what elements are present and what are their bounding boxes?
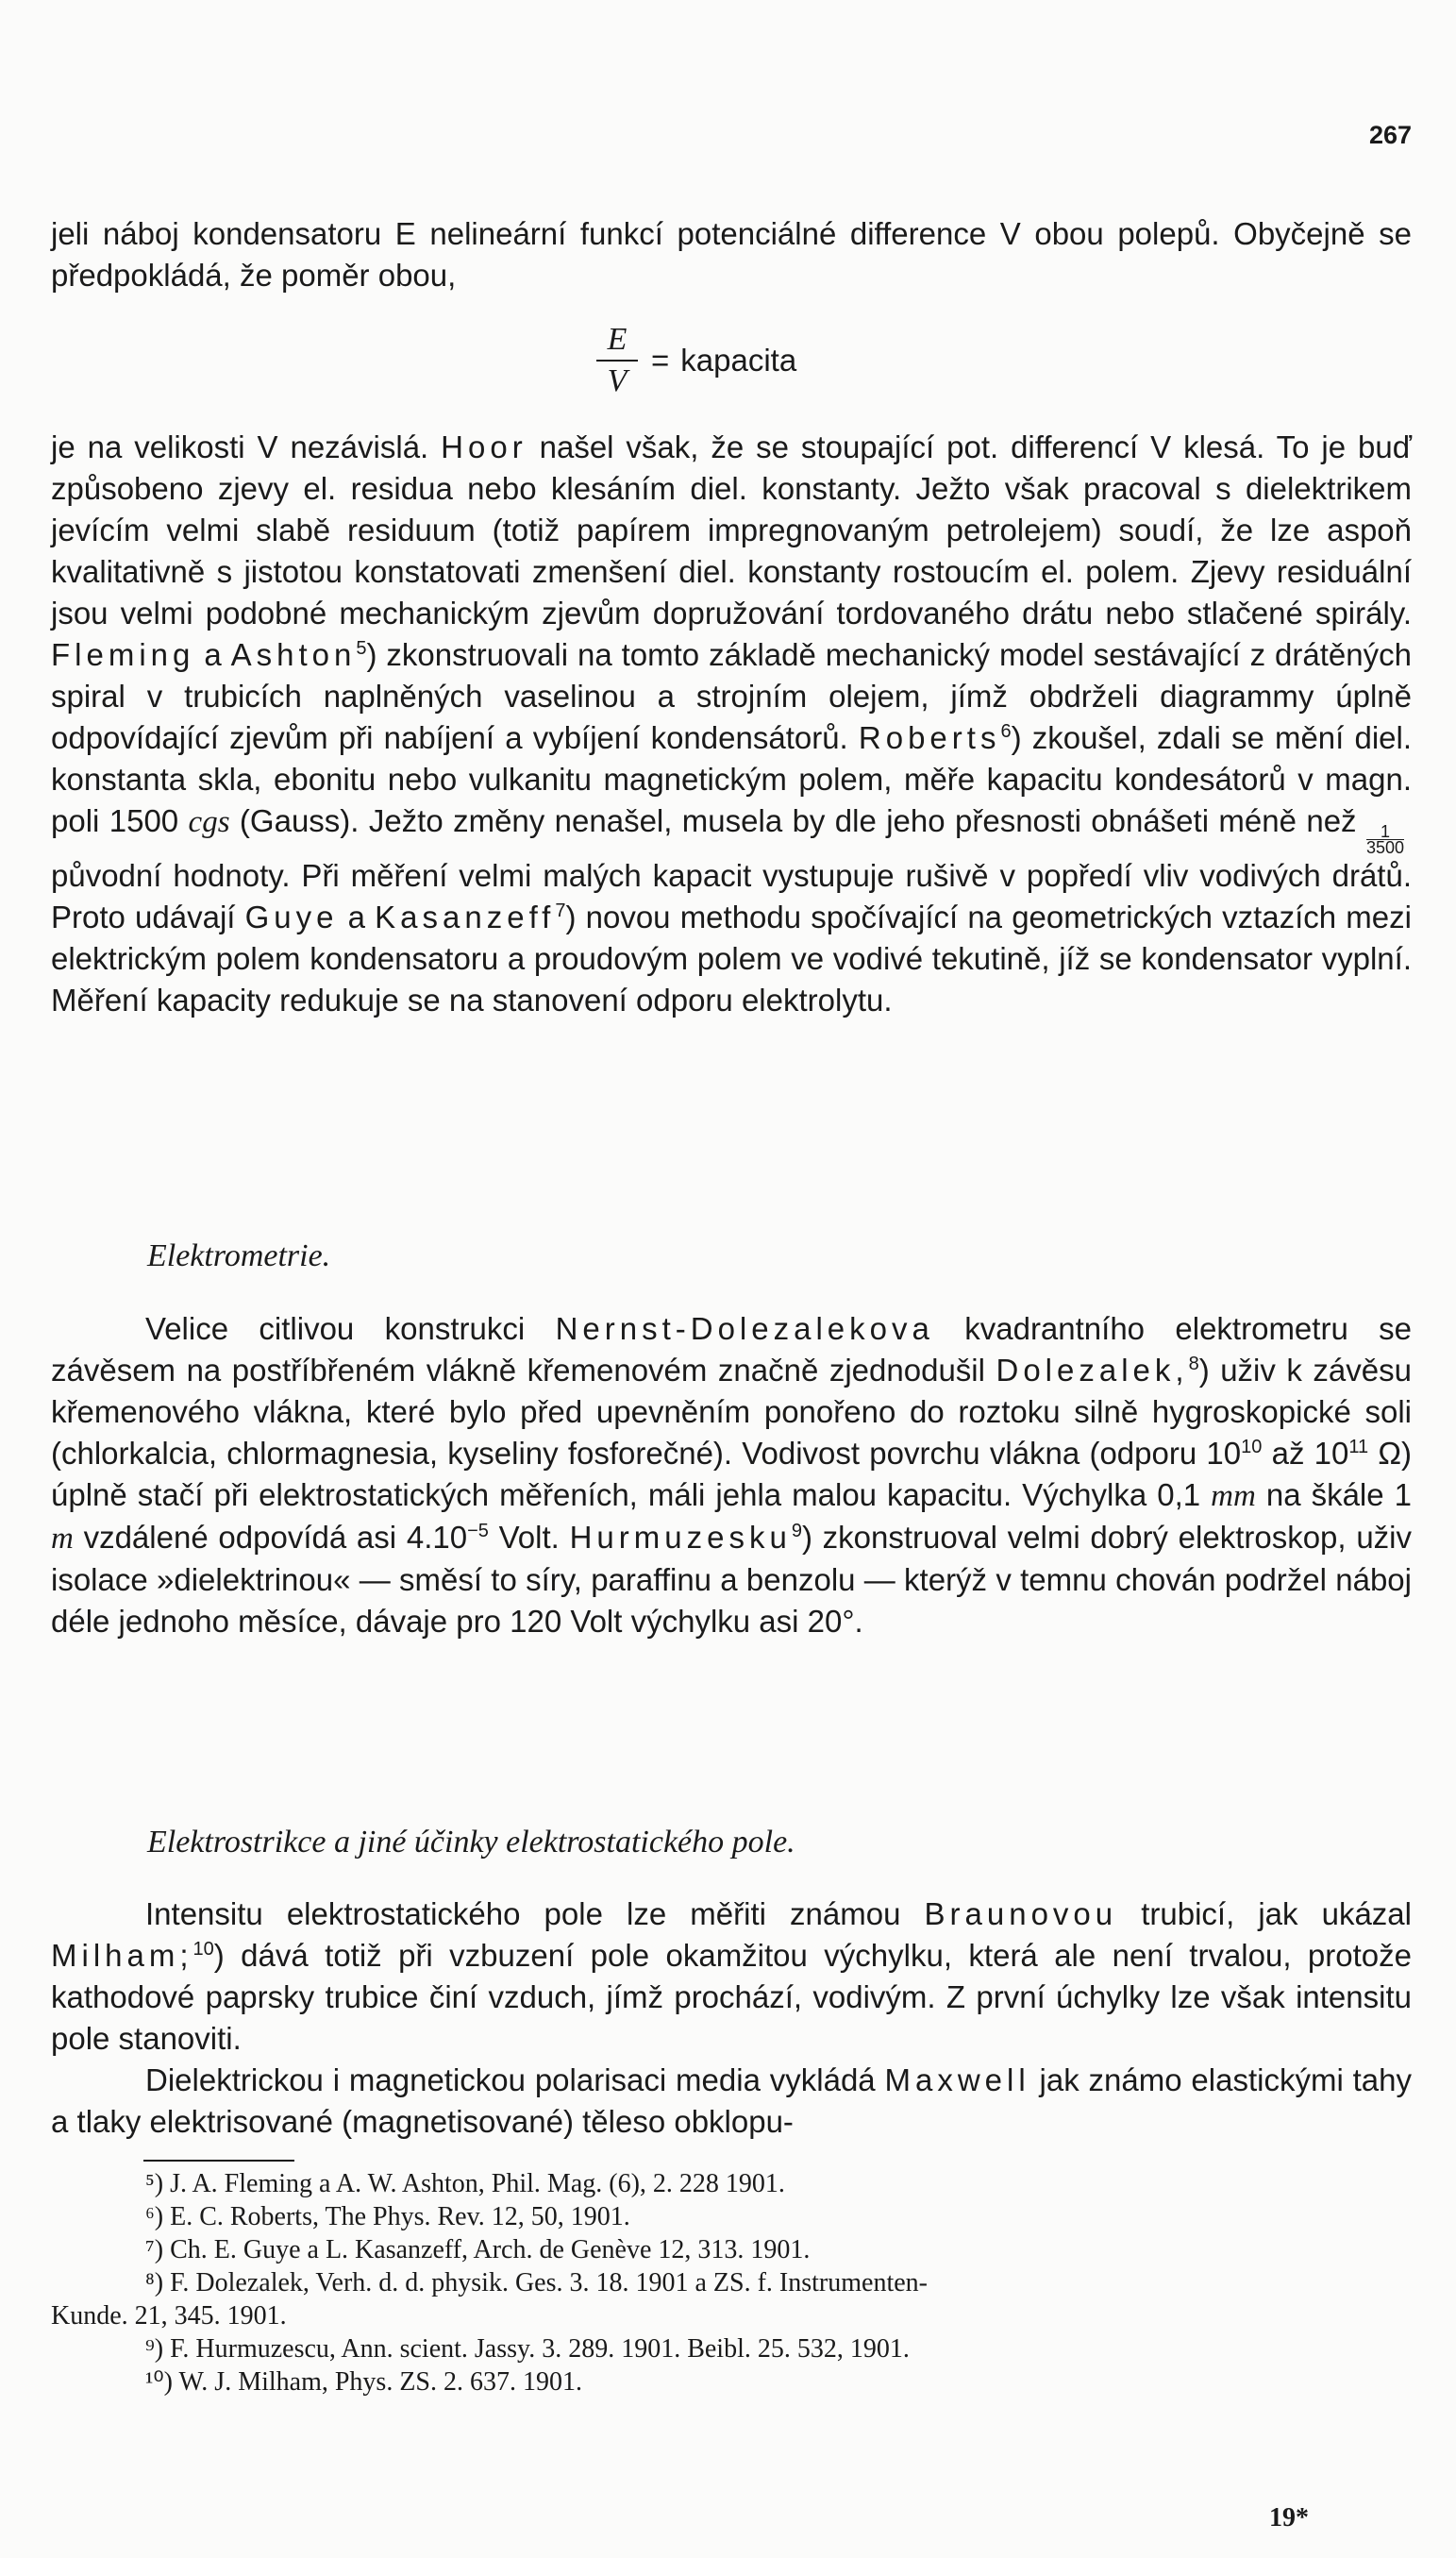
text-run: Ω) úplně stačí při elektrostatických měřeních, máli jehla malou kapacitu. Výchylka 0,1 (51, 1436, 1412, 1512)
section-heading-elektrometrie: Elektrometrie. (147, 1238, 331, 1273)
text-run: ) zkonstruovali na tomto základě mechanický model sestávající z drátěných spiral v trubicích naplněných vaselinou a strojním olejem, jímž obdrželi diagrammy úplně odpovídající zjevům při nabíjení a vybíjení kondensátorů. (51, 637, 1412, 755)
footnote-ref: 10 (192, 1939, 214, 1960)
main-paragraph (51, 427, 1412, 1021)
fraction-e-over-v (596, 324, 638, 397)
author-name: Maxwell (884, 2062, 1030, 2097)
text-run: Volt. (488, 1520, 570, 1555)
text-run: kvadrantního elektrometru se závěsem na postříbřeném vlákně křemenovém značně zjednodušil (51, 1311, 1413, 1388)
footnote-separator (143, 2160, 294, 2162)
text-run: a (338, 900, 376, 934)
text-run: původní hodnoty. Při měření velmi malých kapacit vystupuje rušivě v popředí vliv vodivých drátů. Proto udávají (51, 858, 1412, 934)
footnote: ⁵) J. A. Fleming a A. W. Ashton, Phil. Mag. (6), 2. 228 1901. (145, 2169, 785, 2198)
exponent: 10 (1241, 1437, 1263, 1457)
footnote-ref: 7 (555, 900, 566, 921)
author-name: Ashton (230, 637, 357, 672)
small-fraction (1366, 824, 1404, 855)
footnotes (51, 2167, 1412, 2398)
author-name: Nernst-Dolezalekova (555, 1311, 934, 1346)
text-run: ) uživ k závěsu křemenového vlákna, které bylo před upevněním ponořeno do roztoku silně hygroskopické soli (chlorkalcia, chlormagnesia, kyseliny fosforečné). Vodivost povrchu vlákna (odporu 10 (51, 1353, 1412, 1471)
text-run: Intensitu elektrostatického pole lze měřiti známou (145, 1896, 925, 1931)
equals-sign: = (651, 343, 670, 378)
elektrometrie-paragraph (51, 1308, 1412, 1642)
text-run: (Gauss). Ježto změny nenašel, musela by dle jeho přesnosti obnášeti méně než (229, 803, 1366, 838)
text-run: ) dává totiž při vzbuzení pole okamžitou výchylku, která ale není trvalou, protože kathodové paprsky trubice činí vzduch, jímž prochází, vodivým. Z první úchylky lze však intensitu pole stanoviti. (51, 1938, 1412, 2056)
paragraph-text: jeli náboj kondensatoru E nelineární funkcí potenciálné difference V obou polepů. Obyčejně se předpokládá, že poměr obou, (51, 216, 1412, 293)
footnote: ⁸) F. Dolezalek, Verh. d. d. physik. Ges. 3. 18. 1901 a ZS. f. Instrumenten- (145, 2268, 928, 2297)
footnote-continuation: Kunde. 21, 345. 1901. (51, 2301, 287, 2331)
text-run: je na velikosti V nezávislá. (51, 429, 442, 464)
author-name: Hoor (441, 429, 527, 464)
section-heading-elektrostrikce: Elektrostrikce a jiné účinky elektrostatického pole. (147, 1825, 795, 1860)
fraction-denominator: 3500 (1365, 838, 1404, 857)
text-run: našel však, že se stoupající pot. differencí V klesá. To je buď způsobeno zjevy el. residua nebo klesáním diel. konstanty. Ježto však pracoval s dielektrikem jevícím velmi slabě residuum (totiž papírem impregnovaným petrolejem) soudí, že lze aspoň kvalitativně s jistotou konstatovati zmenšení diel. konstanty rostoucím el. polem. Zjevy residuální jsou velmi podobné mechanickým zjevům dopružování tordovaného drátu nebo stlačené spirály. (51, 429, 1413, 631)
unit-italic: mm (1211, 1479, 1256, 1513)
text-run: Velice citlivou konstrukci (145, 1311, 556, 1346)
footnote-ref: 5 (356, 638, 367, 659)
text-run: trubicí, jak ukázal (1117, 1896, 1412, 1931)
footnote-ref: 8 (1188, 1354, 1199, 1374)
capacity-formula (596, 324, 796, 397)
exponent: 11 (1348, 1437, 1369, 1457)
footnote: ⁶) E. C. Roberts, The Phys. Rev. 12, 50, 1901. (145, 2202, 630, 2231)
text-run: až 10 (1262, 1436, 1349, 1471)
formula-word: kapacita (680, 343, 797, 378)
text-run: Dielektrickou i magnetickou polarisaci media vykládá (145, 2062, 885, 2097)
page-number: 267 (1368, 121, 1412, 149)
author-name: Fleming (51, 637, 195, 672)
footnote: ⁷) Ch. E. Guye a L. Kasanzeff, Arch. de Genève 12, 313. 1901. (145, 2235, 811, 2264)
footnote-ref: 6 (1000, 721, 1012, 742)
footnote: ¹⁰) W. J. Milham, Phys. ZS. 2. 637. 1901. (145, 2367, 582, 2397)
author-name: Roberts (858, 720, 1001, 755)
exponent: −5 (467, 1521, 489, 1541)
text-run: jak známo elastickými tahy a tlaky elektrisované (magnetisované) těleso obklopu- (51, 2062, 1412, 2139)
fraction-numerator: E (607, 322, 628, 357)
text-run: ) zkoušel, zdali se mění diel. konstanta skla, ebonitu nebo vulkanitu magnetickým polem, měře kapacitu kondesátorů v magn. poli 1500 (51, 720, 1413, 838)
elektrostrikce-paragraphs (51, 1893, 1412, 2143)
author-name: Milham; (51, 1938, 193, 1973)
text-run: a (194, 637, 231, 672)
author-name: Braunovou (924, 1896, 1118, 1931)
author-name: Kasanzeff (375, 900, 556, 934)
signature-mark: 19* (1269, 2503, 1309, 2533)
footnote: ⁹) F. Hurmuzescu, Ann. scient. Jassy. 3. 289. 1901. Beibl. 25. 532, 1901. (145, 2334, 910, 2364)
text-run: ) novou methodu spočívající na geometrických vztazích mezi elektrickým polem kondensatoru a proudovým polem ve vodivé tekutině, jíž se kondensator vyplní. Měření kapacity redukuje se na stanovení odporu elektrolytu. (51, 900, 1412, 1018)
unit-italic: cgs (188, 805, 230, 839)
author-name: Hurmuzesku (569, 1520, 792, 1555)
fraction-numerator: 1 (1380, 822, 1390, 841)
fraction-denominator: V (607, 363, 628, 398)
text-run: na škále 1 (1255, 1477, 1412, 1512)
author-name: Dolezalek, (996, 1353, 1189, 1388)
unit-italic: m (51, 1522, 74, 1556)
fraction-bar (596, 360, 638, 362)
footnote-ref: 9 (791, 1521, 802, 1541)
text-run: vzdálené odpovídá asi 4.10 (73, 1520, 468, 1555)
text-run: ) zkonstruoval velmi dobrý elektroskop, uživ isolace »dielektrinou« — směsí to síry, paraffinu a benzolu — kterýž v temnu chován podržel náboj déle jednoho měsíce, dávaje pro 120 Volt výchylku asi 20°. (51, 1520, 1412, 1639)
opening-paragraph (51, 213, 1412, 296)
author-name: Guye (244, 900, 339, 934)
